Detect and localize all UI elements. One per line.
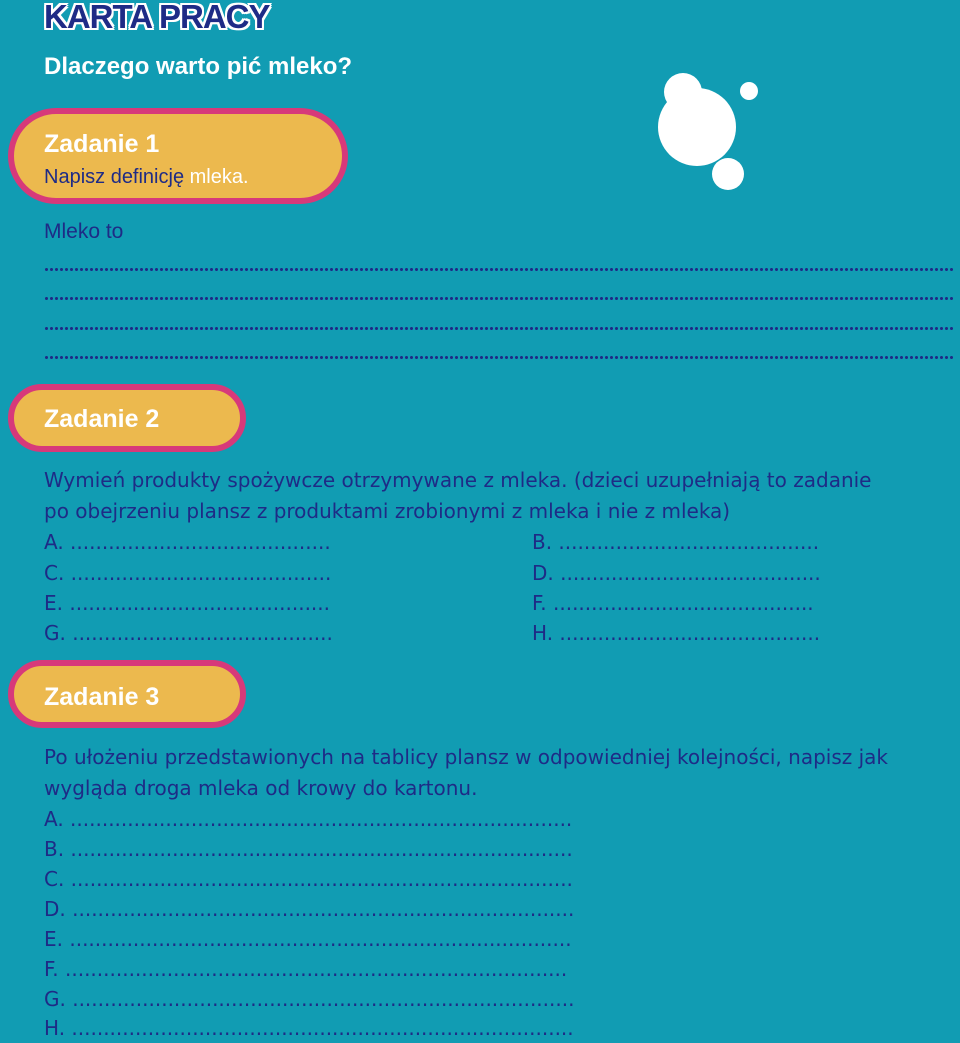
task2-item-e[interactable]: E. .........................................: [44, 591, 331, 615]
task1-answer-line-3[interactable]: [44, 326, 954, 332]
task2-item-b[interactable]: B. .........................................: [532, 530, 820, 554]
task3-description-line1: Po ułożeniu przedstawionych na tablicy plansz w odpowiedniej kolejności, napisz jak: [44, 745, 888, 769]
bubble-small: [740, 82, 758, 100]
task2-item-f[interactable]: F. .........................................: [532, 591, 814, 615]
task2-item-a[interactable]: A. .........................................: [44, 530, 331, 554]
bubble-bottom: [712, 158, 744, 190]
task3-item-d[interactable]: D. ...............................................................................: [44, 897, 575, 921]
task1-answer-line-4[interactable]: [44, 355, 954, 361]
task1-instruction-text: Napisz definicję: [44, 166, 185, 188]
task2-item-d[interactable]: D. .........................................: [532, 561, 821, 585]
task1-instruction-highlight: mleka.: [189, 166, 249, 188]
task3-badge: [8, 660, 246, 728]
task2-heading: Zadanie 2: [44, 405, 160, 433]
task2-badge: [8, 384, 246, 452]
task3-item-b[interactable]: B. ...............................................................................: [44, 837, 573, 861]
task3-item-a[interactable]: A. ...............................................................................: [44, 807, 573, 831]
task1-answer-line-2[interactable]: [44, 296, 954, 302]
task3-heading: Zadanie 3: [44, 683, 160, 711]
task3-description-line2: wygląda droga mleka od krowy do kartonu.: [44, 776, 478, 800]
task1-answer-line-1[interactable]: [44, 267, 954, 273]
task3-item-c[interactable]: C. ...............................................................................: [44, 867, 573, 891]
bubble-top: [664, 73, 702, 111]
task1-instruction: [44, 166, 249, 189]
task3-item-g[interactable]: G. ...............................................................................: [44, 987, 575, 1011]
task3-item-h[interactable]: H. ...............................................................................: [44, 1016, 574, 1040]
task1-answer-label: Mleko to: [44, 220, 124, 243]
task1-badge: [8, 108, 348, 204]
task3-item-e[interactable]: E. ...............................................................................: [44, 927, 572, 951]
task1-heading: Zadanie 1: [44, 130, 160, 158]
task2-description-line2: po obejrzeniu plansz z produktami zrobionymi z mleka i nie z mleka): [44, 499, 731, 523]
task2-item-g[interactable]: G. .........................................: [44, 621, 333, 645]
task2-description-line1: Wymień produkty spożywcze otrzymywane z mleka. (dzieci uzupełniają to zadanie: [44, 468, 872, 492]
task2-item-h[interactable]: H. .........................................: [532, 621, 821, 645]
task2-item-c[interactable]: C. .........................................: [44, 561, 332, 585]
page-title: KARTA PRACY: [44, 0, 270, 35]
page-subtitle: Dlaczego warto pić mleko?: [44, 53, 353, 80]
task3-item-f[interactable]: F. ...............................................................................: [44, 957, 568, 981]
